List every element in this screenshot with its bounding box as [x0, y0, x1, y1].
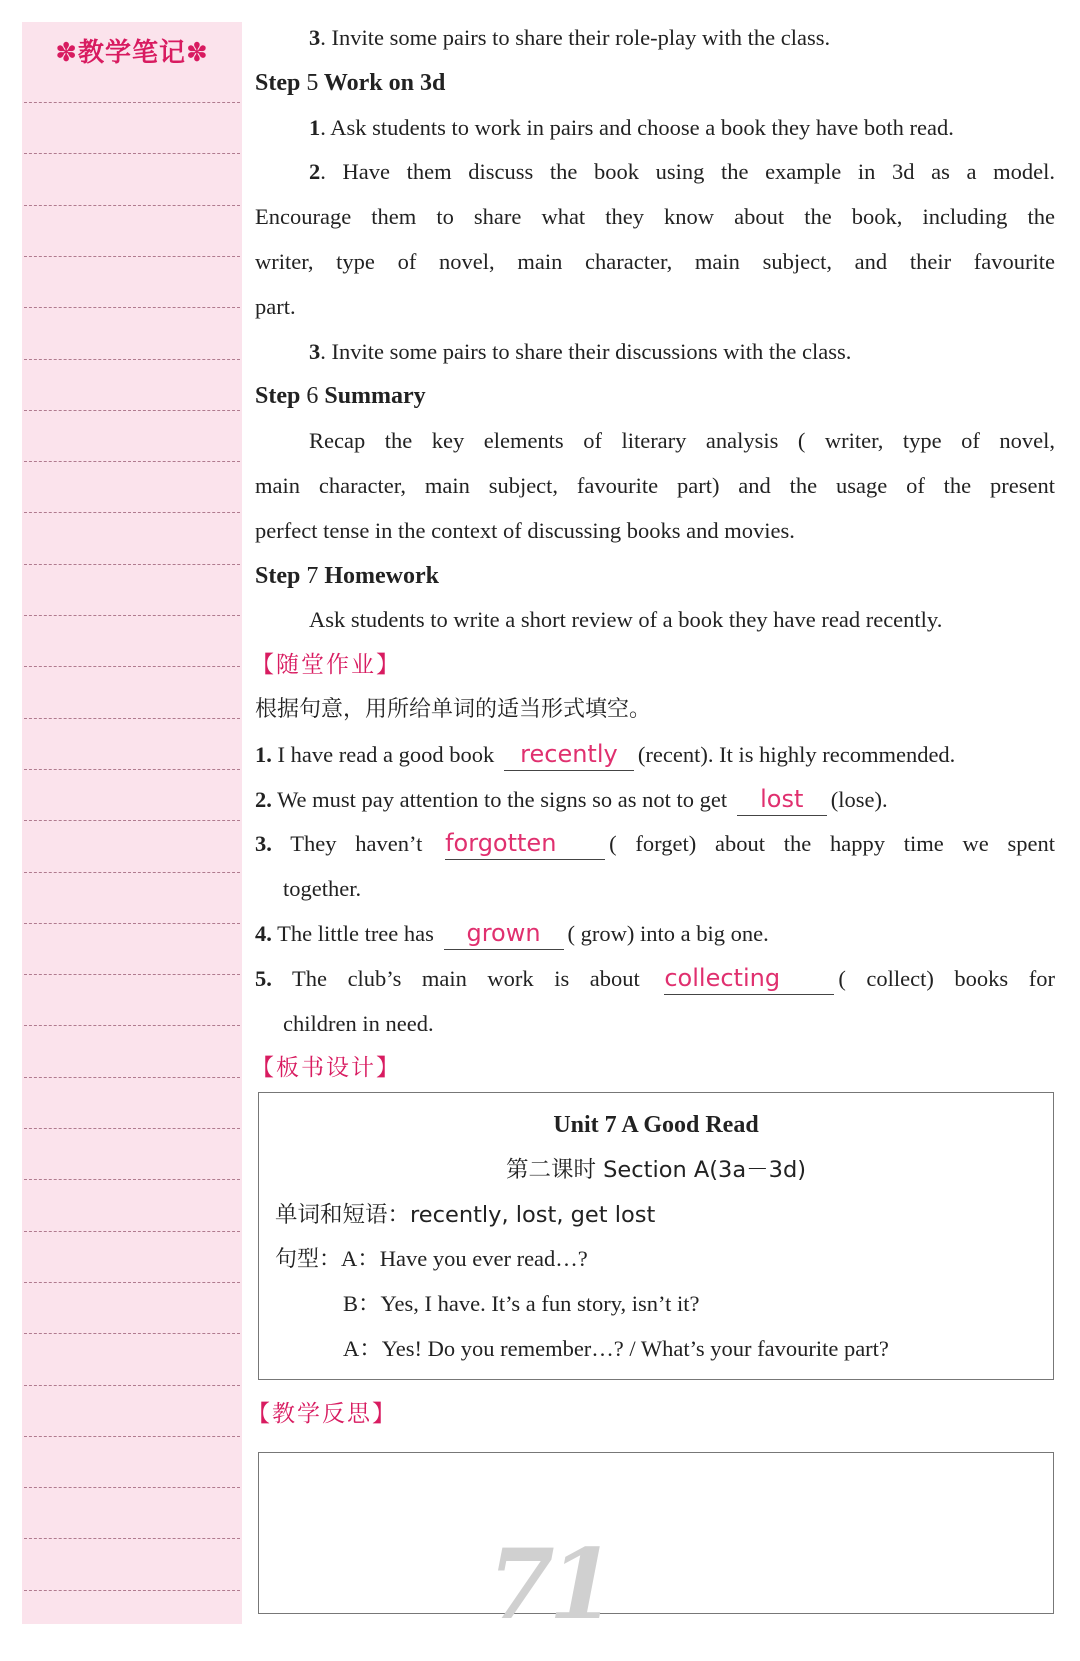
step5-item-2-line-1: 2. Have them discuss the book using the example in 3d as a model.: [309, 159, 1055, 185]
exercise-3-continued: together.: [283, 876, 362, 902]
note-line: [24, 1333, 240, 1334]
answer-blank: [444, 918, 564, 950]
exercise-5-continued: children in need.: [283, 1010, 434, 1036]
note-line: [24, 461, 240, 462]
note-line: [24, 1128, 240, 1129]
exercise-4: 4. The little tree has grown ( grow) into a big one.: [255, 912, 1055, 957]
note-line: [24, 666, 240, 667]
note-line: [24, 1179, 240, 1180]
note-line: [24, 923, 240, 924]
exercise-1: 1. I have read a good book recently (recent). It is highly recommended.: [255, 733, 1055, 778]
note-line: [24, 820, 240, 821]
note-line: [24, 307, 240, 308]
board-title: Unit 7 A Good Read: [553, 1112, 759, 1138]
answer-text: forgotten: [445, 829, 557, 858]
note-line: [24, 872, 240, 873]
step7-line-1: Ask students to write a short review of a book they have read recently.: [309, 607, 943, 633]
exercise-3: 3. They haven’t forgotten ( forget) about the happy time we spent: [255, 822, 1055, 867]
note-line: [24, 1385, 240, 1386]
step6-heading: Step 6 Summary: [255, 383, 426, 410]
note-line: [24, 615, 240, 616]
board-design-box: [258, 1092, 1054, 1380]
step5-heading: Step 5 Work on 3d: [255, 69, 446, 96]
step6-line-3: perfect tense in the context of discussing books and movies.: [255, 517, 795, 543]
step5-item-2-line-2: Encourage them to share what they know about the book, including the: [255, 204, 1055, 230]
answer-text: lost: [760, 784, 804, 813]
exercise-2: 2. We must pay attention to the signs so as not to get lost (lose).: [255, 778, 1055, 823]
page-number: 71: [488, 1528, 610, 1641]
note-line: [24, 359, 240, 360]
board-pattern-a2: A：Yes! Do you remember…? / What’s your favourite part?: [343, 1335, 889, 1361]
note-line: [24, 1077, 240, 1078]
answer-blank: [664, 963, 834, 995]
board-vocab: 单词和短语：recently, lost, get lost: [275, 1201, 656, 1228]
note-line: [24, 410, 240, 411]
note-line: [24, 1231, 240, 1232]
main-content: [251, 16, 1055, 1091]
note-line: [24, 153, 240, 154]
board-subtitle: 第二课时 Section A(3a－3d): [505, 1156, 807, 1183]
teaching-notes-sidebar: [22, 22, 242, 1624]
step5-item-2-line-4: part.: [255, 293, 296, 319]
note-line: [24, 1487, 240, 1488]
board-pattern-a1: 句型：A：Have you ever read…?: [275, 1246, 588, 1273]
exercise-instruction: 根据句意，用所给单词的适当形式填空。: [255, 696, 652, 722]
answer-text: grown: [466, 918, 541, 947]
note-line: [24, 769, 240, 770]
note-line: [24, 718, 240, 719]
reflection-box: [258, 1452, 1054, 1614]
answer-text: recently: [520, 739, 618, 768]
answer-blank: [445, 828, 605, 860]
answer-blank: [737, 784, 827, 816]
note-line: [24, 205, 240, 206]
note-line: [24, 1025, 240, 1026]
note-line: [24, 102, 240, 103]
note-line: [24, 512, 240, 513]
step5-item-1: 1. Ask students to work in pairs and choose a book they have both read.: [309, 114, 954, 140]
board-design-heading: 【板书设计】: [251, 1055, 401, 1082]
note-line: [24, 974, 240, 975]
note-line: [24, 564, 240, 565]
step5-item-2-line-3: writer, type of novel, main character, main subject, and their favourite: [255, 248, 1055, 274]
note-line: [24, 1436, 240, 1437]
answer-text: collecting: [664, 963, 781, 992]
note-line: [24, 1538, 240, 1539]
answer-blank: [504, 739, 634, 771]
board-pattern-b: B：Yes, I have. It’s a fun story, isn’t it?: [343, 1291, 700, 1317]
note-line: [24, 1282, 240, 1283]
step6-line-2: main character, main subject, favourite part) and the usage of the present: [255, 472, 1055, 498]
step5-item-3: 3. Invite some pairs to share their discussions with the class.: [309, 338, 852, 364]
exercise-5: 5. The club’s main work is about collecting ( collect) books for: [255, 957, 1055, 1002]
step7-heading: Step 7 Homework: [255, 562, 439, 589]
note-line: [24, 1590, 240, 1591]
homework-heading: 【随堂作业】: [251, 652, 401, 679]
note-line: [24, 256, 240, 257]
step4-item-3: 3. Invite some pairs to share their role-play with the class.: [309, 25, 831, 50]
sidebar-title: ✽教学笔记✽: [55, 38, 209, 68]
reflection-heading: 【教学反思】: [247, 1401, 397, 1427]
step6-line-1: Recap the key elements of literary analysis ( writer, type of novel,: [309, 428, 1055, 454]
